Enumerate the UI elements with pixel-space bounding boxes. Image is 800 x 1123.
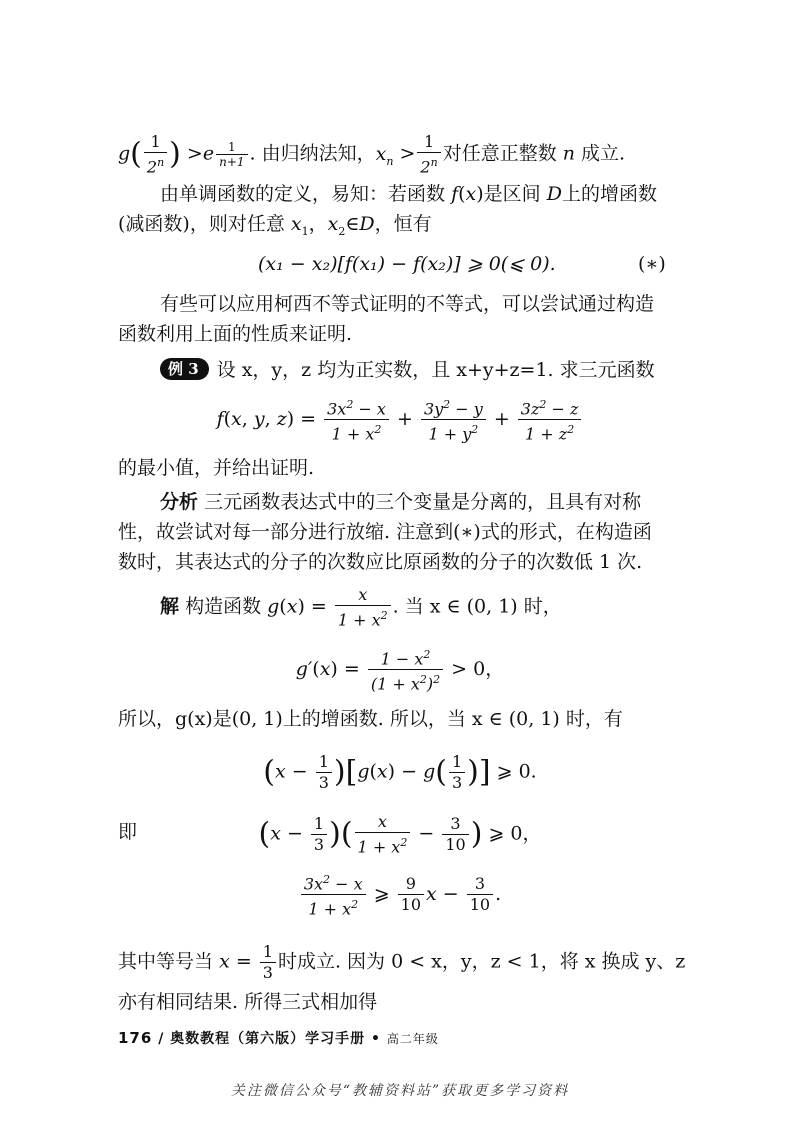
inequality-2: (x − $\frac{1}{3}$ )( $\frac{x}{1 + x^2}$ − $\frac{3}{10}$ ) ⩾ 0， bbox=[258, 812, 542, 857]
def-text-c: 上的增函数 bbox=[561, 183, 657, 205]
analysis-text-c: 数时，其表达式的分子的次数应比原函数的分子的次数低 1 次. bbox=[118, 551, 643, 573]
def-text-b: 是区间 bbox=[483, 183, 541, 205]
def-text-e: ，恒有 bbox=[374, 213, 432, 235]
cauchy-text-a: 有些可以应用柯西不等式证明的不等式，可以尝试通过构造 bbox=[160, 293, 655, 315]
equality-text-a: 其中等号当 bbox=[118, 950, 214, 973]
def-text-a: 由单调函数的定义，易知：若函数 bbox=[160, 183, 446, 205]
line-cauchy-a bbox=[160, 290, 730, 318]
analysis-text-b: 性，故尝试对每一部分进行放缩. 注意到(∗)式的形式，在构造函 bbox=[118, 521, 652, 543]
solution-label: 解 bbox=[160, 595, 180, 618]
final-text: 亦有相同结果. 所得三式相加得 bbox=[118, 991, 378, 1013]
final-line bbox=[118, 988, 688, 1016]
function-f-definition: f(x, y, z) = $\frac{3x^2 - x}{1 + x^2}$ + $\frac{3y^2 - y}{1 + y^2}$ + $\frac{3z^2 - z}{1 + z^2}$ bbox=[0, 395, 800, 445]
increasing-text: 所以，g(x)是(0, 1)上的增函数. 所以，当 x ∈ (0, 1) 时，有 bbox=[118, 708, 623, 730]
equation-star bbox=[258, 250, 678, 278]
induction-end: 对任意正整数 bbox=[442, 142, 557, 165]
watermark-text: 关注微信公众号“教辅资料站”获取更多学习资料 bbox=[230, 1083, 570, 1099]
grade-label: 高二年级 bbox=[386, 1032, 439, 1046]
line-monotone-def: 由单调函数的定义，易知：若函数 f(x)是区间 D上的增函数 bbox=[160, 183, 657, 205]
line-monotone-def2: (减函数)，则对任意 $x_1$，$x_2\in D$，恒有 bbox=[118, 213, 432, 238]
analysis-text-a: 三元函数表达式中的三个变量是分离的，且具有对称 bbox=[204, 491, 642, 513]
min-value-text: 的最小值，并给出证明. bbox=[118, 457, 315, 479]
inequality-3: $\frac{3x^2 - x}{1 + x^2}$ ⩾ $\frac{9}{10}$ x − $\frac{3}{10}$ . bbox=[0, 870, 800, 920]
equation-star-text: (x₁ − x₂)[f(x₁) − f(x₂)] ⩾ 0(⩽ 0). bbox=[258, 253, 556, 275]
analysis-line-a bbox=[160, 488, 730, 516]
equality-text-b: 时成立. 因为 0 < x，y，z < 1，将 x 换成 y、z bbox=[277, 950, 686, 973]
equation-star-tag: (∗) bbox=[638, 253, 666, 275]
induction-end2: 成立. bbox=[581, 142, 626, 165]
increasing-line bbox=[118, 705, 688, 733]
def-text-d: (减函数)，则对任意 bbox=[118, 213, 285, 235]
example-badge: 例 3 bbox=[160, 358, 209, 380]
solution-text-b: . 当 x ∈ (0, 1) 时， bbox=[392, 595, 562, 618]
analysis-label: 分析 bbox=[160, 491, 199, 513]
line-min-value bbox=[118, 454, 688, 482]
line-cauchy-b bbox=[118, 320, 688, 348]
solution-line: 解 构造函数 g(x) = $\frac{x}{1 + x^2}$ . 当 x ∈ (0, 1) 时， bbox=[160, 585, 562, 630]
inequality-1: (x − $\frac{1}{3}$ )[g(x) − g( $\frac{1}{3}$ )] ⩾ 0. bbox=[263, 752, 537, 792]
example-text: 设 x，y，z 均为正实数，且 x+y+z=1. 求三元函数 bbox=[216, 359, 655, 381]
book-title: / 奥数教程（第六版）学习手册 • bbox=[158, 1031, 381, 1047]
example-3-heading bbox=[160, 356, 730, 384]
line-induction: g( $\frac{1}{2^n}$ ) >e $\frac{1}{n+1}$ . 由归纳法知，$x_n$ > $\frac{1}{2^n}$ 对任意正整数 n 成立. bbox=[118, 132, 626, 177]
derivative-equation: g′(x) = $\frac{1 - x^2}{(1 + x^2)^2}$ > 0， bbox=[0, 645, 800, 695]
analysis-line-b bbox=[118, 518, 688, 546]
page-footer bbox=[118, 1028, 439, 1048]
analysis-line-c bbox=[118, 548, 688, 576]
equality-condition-line: 其中等号当 x = $\frac{1}{3}$ 时成立. 因为 0 < x，y，z < 1，将 x 换成 y、z bbox=[118, 942, 686, 982]
ji-label: 即 bbox=[118, 821, 138, 843]
solution-text-a: 构造函数 bbox=[185, 595, 262, 618]
cauchy-text-b: 函数利用上面的性质来证明. bbox=[118, 323, 353, 345]
induction-text: . 由归纳法知， bbox=[249, 142, 376, 165]
page-number: 176 bbox=[118, 1029, 153, 1047]
